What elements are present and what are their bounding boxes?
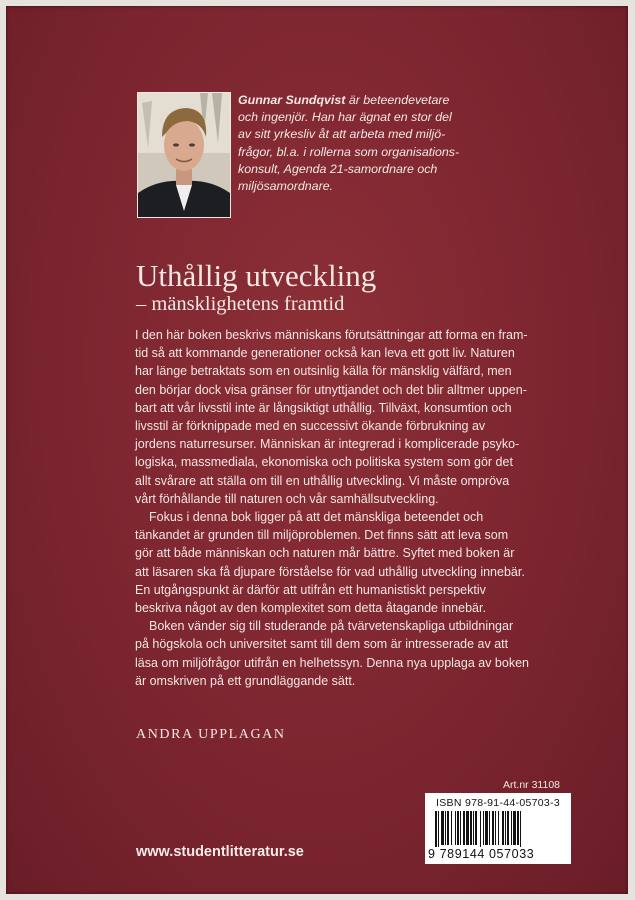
description-paragraph: Boken vänder sig till studerande på tvärvetenskapliga utbildningar på högskola och universitet samt till dem som är intresserade av att läsa om miljöfrågor utifrån en helhetssyn. Denna nya upplaga av boken är omskriven på ett grundläggande sätt.	[135, 619, 529, 688]
isbn-barcode	[425, 793, 571, 864]
description-paragraph: Fokus i denna bok ligger på att det mänskliga beteendet och tänkandet är grunden till miljöproblemen. Det finns sätt att leva som gör att både människan och naturen mår bättre. Syftet med boken är att läsaren ska få djupare förståelse för vad uthållig utveckling innebär. En utgångspunkt är därför att utifrån ett humanistiskt perspektiv beskriva något av den komplexitet som detta åtagande innebär.	[135, 510, 525, 616]
author-bio-line: konsult, Agenda 21-samordnare och	[238, 161, 438, 176]
article-number: Art.nr 31108	[503, 779, 561, 791]
book-back-cover	[6, 6, 628, 894]
author-bio-line: frågor, bl.a. i rollerna som organisations-	[238, 144, 460, 159]
publisher-website[interactable]: www.studentlitteratur.se	[136, 844, 304, 860]
barcode-digits: 9 789144 057033	[428, 847, 568, 861]
book-title: Uthållig utveckling	[136, 258, 377, 293]
edition-label: ANDRA UPPLAGAN	[136, 727, 286, 742]
book-subtitle: – mänsklighetens framtid	[136, 293, 345, 315]
author-bio-line: Gunnar Sundqvist är beteendevetare	[238, 93, 450, 107]
barcode-icon	[429, 811, 567, 851]
author-bio-line: och ingenjör. Han har ägnat en stor del	[238, 110, 452, 125]
author-photo	[137, 92, 231, 218]
author-name: Gunnar Sundqvist	[238, 93, 346, 107]
author-bio-line: miljösamordnare.	[238, 179, 334, 194]
description-paragraph: I den här boken beskrivs människans förutsättningar att forma en fram- tid så att kommande generationer också kan leva ett gott liv. Naturen har länge betraktats som en outsinlig källa för mänsklig välfärd, men den börjar dock visa gränser för utnyttjandet och det blir alltmer uppen- bart att vår livsstil inte är långsiktigt uthållig. Tillväxt, konsumtion och livsstil är förknippade med en successivt ökande förbrukning av jordens naturresurser. Människan är integrerad i komplicerade psyko- logiska, massmediala, ekonomiska och politiska system som gör det allt svårare att ställa om till en uthållig utveckling. Vi måste ompröva vårt förhållande till naturen och vår samhällsutveckling.	[135, 328, 528, 506]
author-bio	[238, 92, 508, 195]
isbn-text: ISBN 978-91-44-05703-3	[436, 797, 560, 809]
author-portrait-image	[138, 93, 230, 217]
author-bio-line: av sitt yrkesliv åt att arbeta med miljö-	[238, 127, 446, 142]
book-description	[135, 326, 573, 690]
